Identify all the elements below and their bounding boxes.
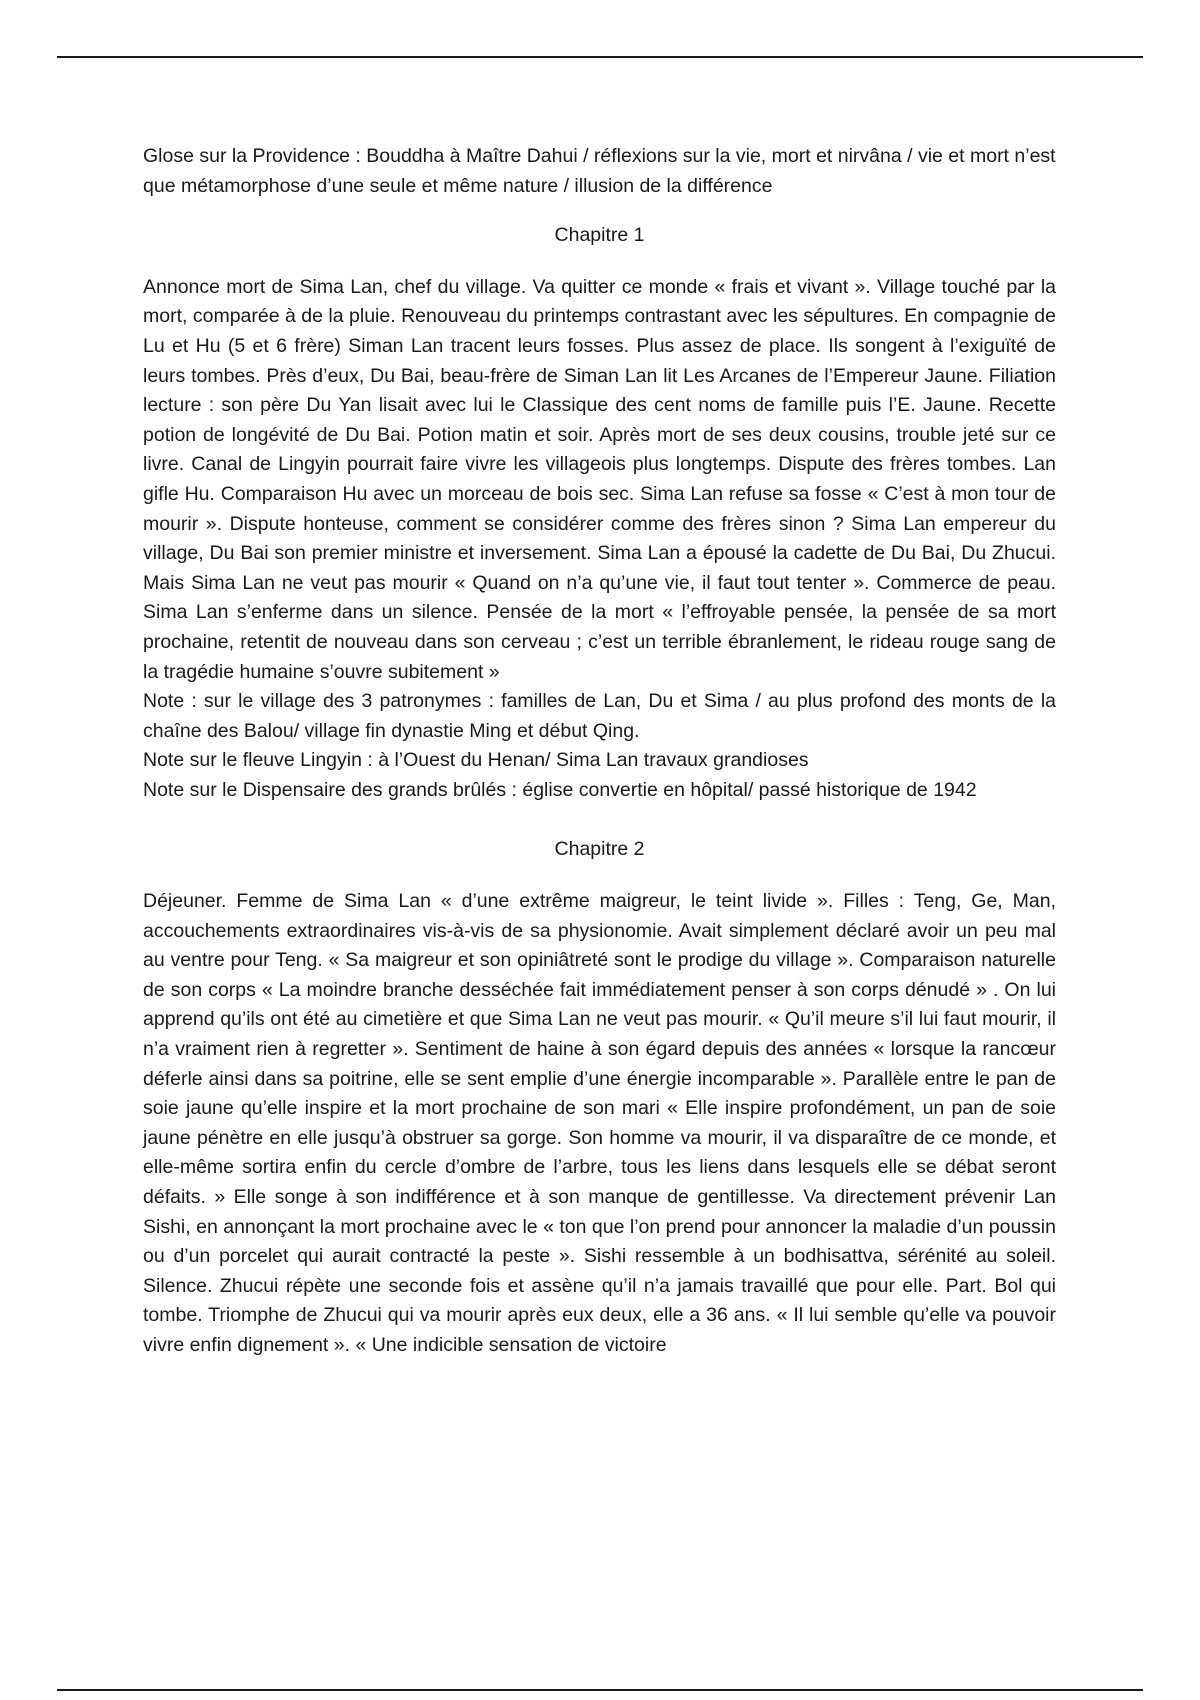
chapter-2-body: Déjeuner. Femme de Sima Lan « d’une extrême maigreur, le teint livide ». Filles : Teng, Ge, Man, accouchements extraordinaires vis-à-vis de sa physionomie. Avait simplement déclaré avoir un peu mal au ventre pour Teng. « Sa maigreur et son opiniâtreté sont le prodige du village ». Comparaison naturelle de son corps « La moindre branche desséchée fait immédiatement penser à son corps dénudé » . On lui apprend qu’ils ont été au cimetière et que Sima Lan ne veut pas mourir. « Qu’il meure s’il lui faut mourir, il n’a vraiment rien à regretter ». Sentiment de haine à son égard depuis des années « lorsque la rancœur déferle ainsi dans sa poitrine, elle se sent emplie d’une énergie incomparable ». Parallèle entre le pan de soie jaune qu’elle inspire et la mort prochaine de son mari « Elle inspire profondément, un pan de soie jaune pénètre en elle jusqu’à obstruer sa gorge. Son homme va mourir, il va disparaître de ce monde, et elle-même sortira enfin du cercle d’ombre de l’arbre, tous les liens dans lesquels elle se débat seront défaits. » Elle songe à son indifférence et à son manque de gentillesse. Va directement prévenir Lan Sishi, en annonçant la mort prochaine avec le « ton que l’on prend pour annoncer la maladie d’un poussin ou d’un porcelet qui aurait contracté la peste ». Sishi ressemble à un bodhisattva, sérénité au soleil. Silence. Zhucui répète une seconde fois et assène qu’il n’a jamais travaillé que pour elle. Part. Bol qui tombe. Triomphe de Zhucui qui va mourir après eux deux, elle a 36 ans. « Il lui semble qu’elle va pouvoir vivre enfin dignement ». « Une indicible sensation de victoire [143, 890, 1056, 1356]
note-village: Note : sur le village des 3 patronymes : familles de Lan, Du et Sima / au plus profond des monts de la chaîne des Balou/ village fin dynastie Ming et début Qing. [143, 690, 1056, 742]
top-rule [57, 56, 1143, 58]
note-fleuve: Note sur le fleuve Lingyin : à l’Ouest du Henan/ Sima Lan travaux grandioses [143, 749, 809, 772]
bottom-rule [57, 1689, 1143, 1691]
document-content [143, 142, 1056, 1381]
chapter-1-section [143, 221, 1056, 805]
chapter-1-notes [143, 687, 1056, 805]
chapter-2-title: Chapitre 2 [554, 838, 645, 861]
intro-paragraph: Glose sur la Providence : Bouddha à Maître Dahui / réflexions sur la vie, mort et nirvâna / vie et mort n’est que métamorphose d’une seule et même nature / illusion de la différence [143, 145, 1056, 197]
note-dispensaire: Note sur le Dispensaire des grands brûlés : église convertie en hôpital/ passé historique de 1942 [143, 778, 977, 801]
chapter-1-title: Chapitre 1 [554, 224, 645, 247]
chapter-1-body: Annonce mort de Sima Lan, chef du village. Va quitter ce monde « frais et vivant ». Village touché par la mort, comparée à de la pluie. Renouveau du printemps contrastant avec les sépultures. En compagnie de Lu et Hu (5 et 6 frère) Siman Lan tracent leurs fosses. Plus assez de place. Ils songent à l’exiguïté de leurs tombes. Près d’eux, Du Bai, beau-frère de Siman Lan lit Les Arcanes de l’Empereur Jaune. Filiation lecture : son père Du Yan lisait avec lui le Classique des cent noms de famille puis l’E. Jaune. Recette potion de longévité de Du Bai. Potion matin et soir. Après mort de ses deux cousins, trouble jeté sur ce livre. Canal de Lingyin pourrait faire vivre les villageois plus longtemps. Dispute des frères tombes. Lan gifle Hu. Comparaison Hu avec un morceau de bois sec. Sima Lan refuse sa fosse « C’est à mon tour de mourir ». Dispute honteuse, comment se considérer comme des frères sinon ? Sima Lan empereur du village, Du Bai son premier ministre et inversement. Sima Lan a épousé la cadette de Du Bai, Du Zhucui. Mais Sima Lan ne veut pas mourir « Quand on n’a qu’une vie, il faut tout tenter ». Commerce de peau. Sima Lan s’enferme dans un silence. Pensée de la mort « l’effroyable pensée, la pensée de sa mort prochaine, retentit de nouveau dans son cerveau ; c’est un terrible ébranlement, le rideau rouge sang de la tragédie humaine s’ouvre subitement » [143, 275, 1056, 683]
chapter-2-section [143, 835, 1056, 1360]
